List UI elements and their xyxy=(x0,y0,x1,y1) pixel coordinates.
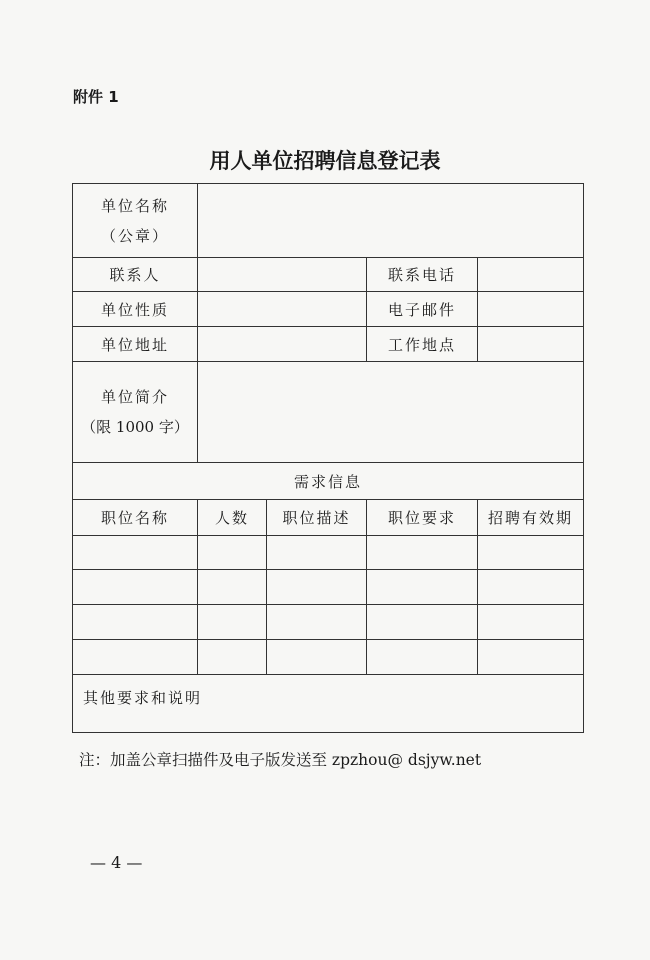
unit-nature-field[interactable] xyxy=(198,292,367,327)
contact-person-field[interactable] xyxy=(198,258,367,292)
unit-name-field[interactable] xyxy=(198,184,584,258)
demand-info-header: 需求信息 xyxy=(73,463,584,500)
unit-address-field[interactable] xyxy=(198,327,367,362)
validity-cell[interactable] xyxy=(478,605,584,640)
headcount-cell[interactable] xyxy=(198,536,267,570)
table-row xyxy=(73,536,584,570)
unit-name-label: 单位名称 xyxy=(100,196,169,215)
contact-person-label: 联系人 xyxy=(73,258,198,292)
unit-nature-label: 单位性质 xyxy=(73,292,198,327)
position-name-cell[interactable] xyxy=(73,570,198,605)
validity-cell[interactable] xyxy=(478,640,584,675)
unit-address-label: 单位地址 xyxy=(73,327,198,362)
col-header-validity-period: 招聘有效期 xyxy=(478,500,584,536)
unit-intro-label: 单位简介 xyxy=(100,388,169,406)
requirements-cell[interactable] xyxy=(367,640,478,675)
table-row xyxy=(73,640,584,675)
intro-limit-label: （限 1000 字） xyxy=(81,418,189,436)
validity-cell[interactable] xyxy=(478,536,584,570)
seal-label: （公章） xyxy=(100,226,169,245)
table-row xyxy=(73,605,584,640)
work-location-label: 工作地点 xyxy=(367,327,478,362)
requirements-cell[interactable] xyxy=(367,605,478,640)
requirements-cell[interactable] xyxy=(367,570,478,605)
email-label: 电子邮件 xyxy=(367,292,478,327)
position-name-cell[interactable] xyxy=(73,640,198,675)
col-header-position-description: 职位描述 xyxy=(267,500,367,536)
col-header-position-name: 职位名称 xyxy=(73,500,198,536)
requirements-cell[interactable] xyxy=(367,536,478,570)
unit-intro-label-cell xyxy=(73,362,198,463)
submission-note: 注：加盖公章扫描件及电子版发送至 zpzhou@ dsjyw.net xyxy=(79,751,482,769)
other-requirements-label: 其他要求和说明 xyxy=(83,689,203,707)
attachment-label: 附件 1 xyxy=(73,88,119,106)
position-name-cell[interactable] xyxy=(73,605,198,640)
form-title: 用人单位招聘信息登记表 xyxy=(209,149,441,173)
headcount-cell[interactable] xyxy=(198,640,267,675)
unit-intro-field[interactable] xyxy=(198,362,584,463)
col-header-headcount: 人数 xyxy=(198,500,267,536)
description-cell[interactable] xyxy=(267,640,367,675)
contact-phone-label: 联系电话 xyxy=(367,258,478,292)
other-requirements-cell[interactable] xyxy=(73,675,584,733)
position-name-cell[interactable] xyxy=(73,536,198,570)
description-cell[interactable] xyxy=(267,605,367,640)
registration-form-table xyxy=(72,183,584,733)
work-location-field[interactable] xyxy=(478,327,584,362)
validity-cell[interactable] xyxy=(478,570,584,605)
page-number: — 4 — xyxy=(90,853,143,872)
email-field[interactable] xyxy=(478,292,584,327)
unit-name-label-cell xyxy=(73,184,198,258)
description-cell[interactable] xyxy=(267,570,367,605)
col-header-position-requirements: 职位要求 xyxy=(367,500,478,536)
headcount-cell[interactable] xyxy=(198,605,267,640)
contact-phone-field[interactable] xyxy=(478,258,584,292)
headcount-cell[interactable] xyxy=(198,570,267,605)
table-row xyxy=(73,570,584,605)
description-cell[interactable] xyxy=(267,536,367,570)
